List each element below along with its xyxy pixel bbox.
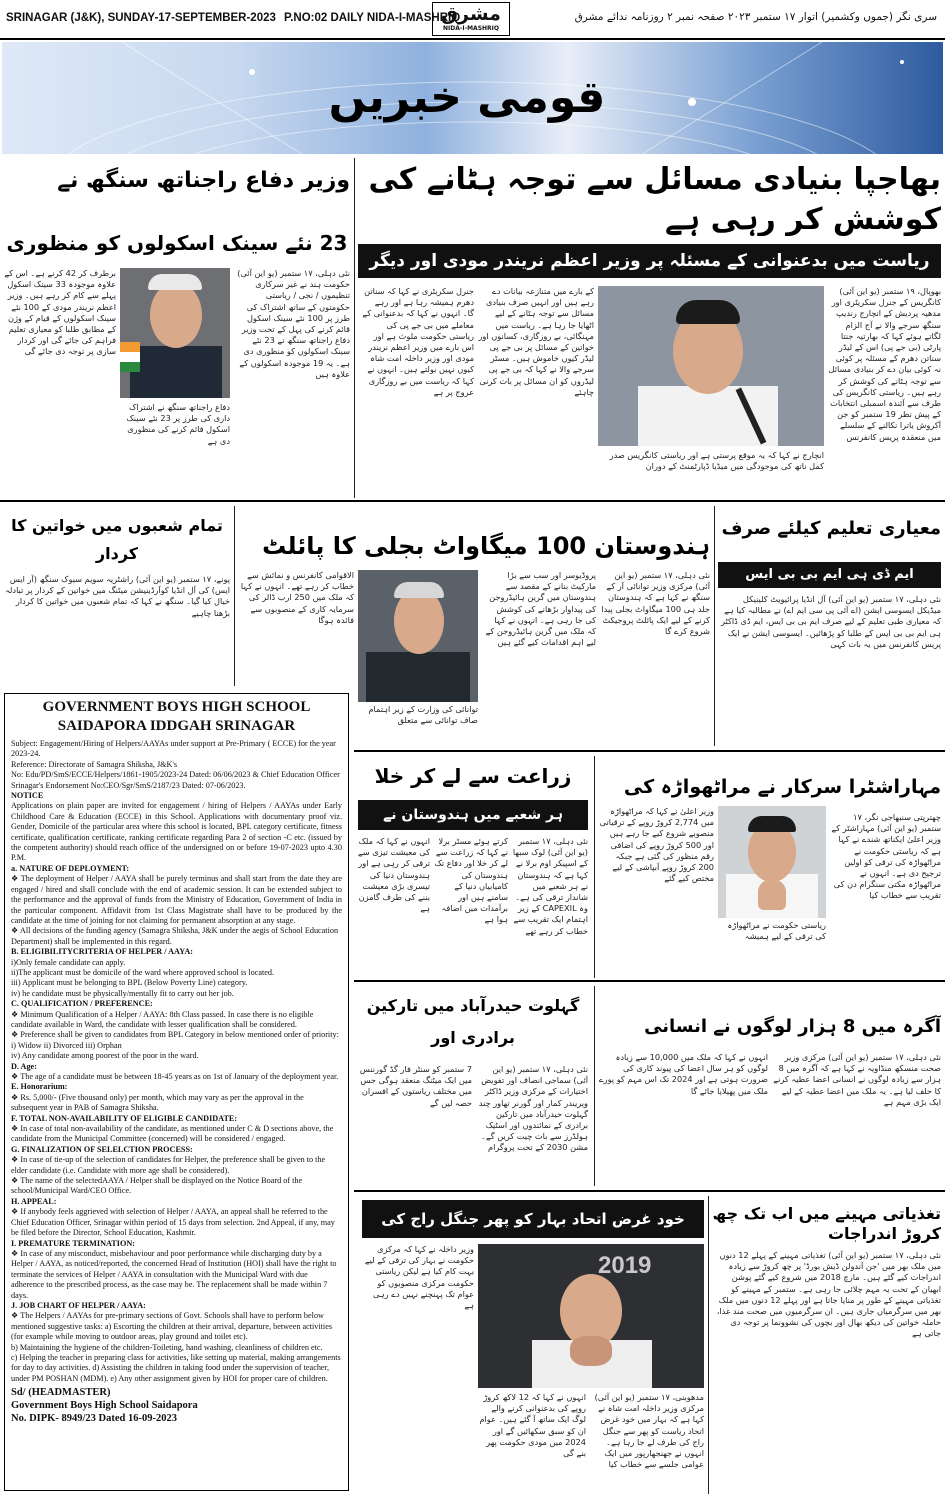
notice-reference-2: No: Edu/PD/SmS/ECCE/Helpers/1861-1905/2023-24 Dated: 06/06/2023 & Chief Education Officer Srinagar's Endorsement No:CEO/Sgr/SmS/2187/23 Dated: 07-06/2023.	[11, 770, 340, 790]
notice-section-j-body: ❖ The Helpers / AAYAs for pre-primary sections of Govt. Schools shall have to perform below mentioned suggestive tasks: a) Escorting the children at their arrival, departure, between activities (for example while moving to outdoor areas, play ground and toilet etc). b) Maintaining the hygiene of the children-Toileting, hand washing, cleanliness of children etc. c) Helping the teacher in preparing class for activities, like setting up material, making arrangements for day to day activities. d) Assisting the children in taking food under the supervision of teacher, under PM POSHAN (MDM). e) Any other assignment given by HOI for proper care of children.	[11, 1311, 341, 1383]
notice-section-b-body: i)Only female candidate can apply. ii)The applicant must be domicile of the ward where approved school is located. iii) Applicant must be belonging to BPL (Below Poverty Line) category. iv) he candidate must be physically/mentally fit to carry out her job.	[11, 957, 275, 998]
notice-section-g-heading: G. FINALIZATION OF SELELCTION PROCESS:	[11, 1144, 193, 1154]
notice-section-g-body: ❖ In case of tie-up of the selection of candidates for Helper, the preference shall be given to the elder candidate (i.e. Candidate with more age shall be considered). ❖ The name of the selectedAAYA / Helper shall be displayed on the Notice Board of the school/Municipal Ward/CEO Office.	[11, 1155, 326, 1196]
headline-nutrition: تغذیاتی مہینے میں اب تک چھ کروڑ اندراجات	[712, 1204, 941, 1243]
surjewala-col-2: انچارج نے کہا کہ یہ موقع پرستی ہے اور ریاستی کانگریس صدر کمل ناتھ کی موجودگی میں میڈیا ڈپارٹمنٹ کے دوران	[609, 450, 824, 472]
subheadline-aipcma: ایم ڈی ہی ایم بی بی ایس	[718, 562, 941, 588]
headline-rss	[4, 512, 230, 570]
birla-col-3: انہوں نے کہا کہ ملک کی معیشت تیزی سے ترقی کر رہی ہے اور ہندوستان دنیا کی تیسری بڑی معیشت بننے کی طرف گامزن ہے	[358, 836, 430, 914]
notice-section-e-body: ❖ Rs. 5,000/- (Five thousand only) per month, which may vary as per the approval in the subsequent year in PAB of Samagra Shiksha.	[11, 1092, 304, 1113]
shah-col-1: مدھوبنی، ۱۷ ستمبر (یو این آئی) مرکزی وزیر داخلہ امت شاہ نے کہا ہے کہ بہار میں خود غرض اتحاد ریاست کو پھر سے جنگل راج کی طرف لے جا رہا ہے۔ انہوں نے جھنجھارپور میں ایک عوامی جلسے سے خطاب کیا	[594, 1392, 704, 1470]
hyderabad-col-1: نئی دہلی، ۱۷ ستمبر (یو این آئی) سماجی انصاف اور تفویض اختیارات کے مرکزی وزیر ڈاکٹر ویریندر کمار اور گورنر تھاور چند گہلوت حیدرآباد میں تارکین برادری کے نمائندوں اور اسٹیک ہولڈرز سے بات چیت کریں گے۔ مشن 2030 کے تحت پروگرام	[478, 1064, 588, 1153]
subheadline-birla: ہر شعبے میں ہندوستان نے	[358, 800, 588, 830]
maharashtra-photo-caption: ریاستی حکومت نے مراٹھواڑہ کی ترقی کے لیے ہمیشہ	[727, 920, 826, 942]
notice-section-h-body: ❖ If anybody feels aggrieved with selection of Helper / AAYA, an appeal shall be referred to the Chief Education Officer, Srinagar within period of 15 days from selection. 2nd Appeal, if any, may be filed before the Director, School Education, Kashmir.	[11, 1207, 335, 1238]
headline-power-project: ہندوستان 100 میگاواٹ بجلی کا پائلٹ	[262, 532, 710, 560]
headline-birla: زراعت سے لے کر خلا	[374, 764, 572, 788]
logo-text: مشرق	[441, 3, 501, 25]
notice-section-c-body: ❖ Minimum Qualification of a Helper / AAYA: 8th Class passed. In case there is no eligible candidate available in Ward, the candidate with lesser qualification shall be considered. ❖ Preference shall be given to candidates from BPL Category in below mentioned order of priority: i) Widow ii) Divorced iii) Orphan iv) Any candidate among poorest of the poor in the ward.	[11, 1009, 339, 1061]
surjewala-col-1: بھوپال، ۱۹ ستمبر (یو این آئی) کانگریس کے جنرل سکریٹری اور مدھیہ پردیش کے انچارج رندیپ سنگھ سرجے والا نے آج الزام لگاتے ہوئے کہا کہ بھارتیہ جنتا پارٹی (بی جے پی) اس کے لیڈر سناتن دھرم کے مسئلہ پر کوئی نہ کوئی بیان دے کر بنیادی مسائل سے توجہ ہٹانے کی کوشش کر رہے ہیں۔ ریاستی کانگریس کی طرف سے آئندہ اسمبلی انتخابات کے پیش نظر 19 ستمبر کو جن آکروش یاترا نکالنے کے سلسلے میں منعقدہ پریس کانفرنس	[828, 286, 941, 442]
school-notice	[4, 693, 349, 1491]
notice-signature: Sd/ (HEADMASTER)	[11, 1387, 111, 1399]
logo-subtext: NIDA-I-MASHRIQ	[442, 25, 499, 32]
headline-agra: آگرہ میں 8 ہزار لوگوں نے انسانی	[644, 1016, 941, 1037]
notice-section-a-body-2: ❖ All decisions of the funding agency (Samagra Shiksha, J&K under the aegis of School Education Department) shall be implemented in this regard.	[11, 926, 339, 946]
newspaper-logo	[432, 2, 510, 36]
rajnath-col-2: دفاع راجناتھ سنگھ نے اشتراک داری کی طرز پر 23 نئے سینک اسکول قائم کرنے کی منظوری دی ہے	[126, 402, 230, 446]
headline-hyderabad-line2	[358, 1054, 588, 1058]
headline-shah: خود غرض اتحاد بہار کو پھر جنگل راج کی	[362, 1200, 704, 1238]
notice-intro: Applications on plain paper are invited for engagement / hiring of Helpers / AAYAs under Early Childhood Care & Education (ECCE) in this School. Applications with documentary proof viz. Gender, Domicile of the particular area where this school is located, BPL category certificate, fitness certificate, qualification certificate, ranking certificate regarding Para 2 of section -C etc. (issued by the competent authority) should reach office of the undersigned on or before 19-07-2023 upto 4.30 P.M.	[11, 801, 342, 863]
rajnath-col-3: برطرف کر 42 کرنے ہے۔ اس کے علاوہ موجودہ 33 سینک اسکول پہلے سے کام کر رہے ہیں۔ وزیر اعظم نریندر مودی کے 100 نئے سینک اسکولوں کے قیام کے وژن کے مطابق طلبا کو معیاری تعلیم فراہم کی جائے گی اور کردار سازی پر توجہ دی جائے گی	[4, 268, 116, 357]
nutrition-body: نئی دہلی، ۱۷ ستمبر (یو این آئی) تغذیاتی مہینے کے پہلے 12 دنوں میں ملک بھر میں 'جن آندولن ڈیش بورڈ' پر چھ کروڑ سے زیادہ اندراجات کیے گئے ہیں۔ مارچ 2018 میں شروع کیے گئے پوشن ابھیان کے تحت یہ مہم چلائی جا رہی ہے۔ ستمبر کے مہینے کو تغذیاتی مہینے کے طور پر منایا جاتا ہے اور پہلے 12 دنوں میں ملک بھر میں سرگرمیاں جاری ہیں۔ ان سرگرمیوں میں صحت مند غذا، حاملہ خواتین کی دیکھ بھال اور بچوں کی نشوونما پر توجہ دی جاتی ہے	[716, 1250, 941, 1339]
birla-col-1: نئی دہلی، ۱۷ ستمبر (یو این آئی) لوک سبھا کے اسپیکر اوم برلا نے کہا ہے کہ ہندوستان نے ہر شعبے میں شاندار ترقی کی ہے۔ وہ CAPEXIL کے زیر اہتمام ایک تقریب سے خطاب کر رہے تھے	[512, 836, 588, 936]
rajnath-col-1: نئی دہلی، ۱۷ ستمبر (یو این آئی) حکومت ہند نے غیر سرکاری تنظیموں / نجی / ریاستی حکومتوں کے ساتھ اشتراک کی طرز پر 100 نئے سینک اسکول قائم کرنے کی پہل کے تحت وزیر دفاع راجناتھ سنگھ نے 23 نئے سینک اسکولوں کو منظوری دی ہے۔ یہ 19 موجودہ اسکولوں کے علاوہ ہیں	[237, 268, 350, 379]
agra-col-2: انہوں نے کہا کہ ملک میں 10,000 سے زیادہ لوگوں کو ہر سال اعضا کی پیوند کاری کی ضرورت ہوتی ہے اور 2024 تک اس مہم کو پورے ملک میں پھیلایا جائے گا	[598, 1052, 768, 1096]
notice-section-j-heading: J. JOB CHART OF HELPER / AAYA:	[11, 1300, 146, 1310]
power-photo-caption: توانائی کی وزارت کے زیر اہتمام صاف توانائی سے متعلق	[368, 704, 478, 726]
maharashtra-col-1: چھترپتی سنبھاجی نگر، ۱۷ ستمبر (یو این آئی) مہاراشٹر کے وزیر اعلیٰ ایکناتھ شندے نے کہا ہے کہ ریاستی حکومت نے مراٹھواڑہ کی ترقی کو اولین ترجیح دی ہے۔ انہوں نے مراٹھواڑہ مکتی سنگرام دن کی تقریب سے خطاب کیا	[831, 812, 941, 901]
notice-section-c-heading: C. QUALIFICATION / PREFERENCE:	[11, 999, 153, 1009]
photo-surjewala	[598, 286, 824, 446]
masthead	[0, 0, 945, 40]
subheadline-rajnath: 23 نئے سینک اسکولوں کو منظوری	[6, 231, 348, 255]
shah-col-2: انہوں نے کہا کہ 12 لاکھ کروڑ روپے کی بدعنوانی کرنے والے لوگ ایک ساتھ آ گئے ہیں۔ عوام ان کو سبق سکھائیں گے اور 2024 میں مودی حکومت پھر بنے گی	[479, 1392, 586, 1459]
photo-shinde	[718, 806, 826, 918]
photo-rk-singh	[358, 570, 478, 702]
headline-hyderabad-line1: گہلوت حیدرآباد میں تارکین برادری اور	[366, 996, 580, 1047]
subheadline-surjewala: ریاست میں بدعنوانی کے مسئلہ پر وزیر اعظم نریندر مودی اور دیگر	[358, 244, 941, 278]
headline-aipcma: معیاری تعلیم کیلئے صرف	[721, 518, 941, 539]
notice-section-d-body: ❖ The age of a candidate must be between 18-45 years as on 1st of January of the deployment year.	[11, 1072, 339, 1081]
rss-body: پونے، ۱۷ ستمبر (یو این آئی) راشٹریہ سویم سیوک سنگھ (آر ایس ایس) کی آل انڈیا کوآرڈینیشن میٹنگ میں خواتین کے کردار پر تبادلہ خیال کیا گیا۔ سنگھ نے کہا کہ تمام شعبوں میں خواتین کا کردار بڑھنا چاہیے	[5, 574, 230, 618]
notice-number: No. DIPK- 8949/23 Dated 16-09-2023	[11, 1413, 177, 1425]
headline-maharashtra: مہاراشٹرا سرکار نے مراٹھواڑہ کی	[623, 776, 941, 798]
agra-col-1: نئی دہلی، ۱۷ ستمبر (یو این آئی) مرکزی وزیر صحت منسکھ منڈاویہ نے کہا ہے کہ آگرہ میں 8 ہزار سے زیادہ لوگوں نے انسانی اعضا عطیہ کرنے کا حلف لیا ہے۔ یہ ملک میں اعضا عطیہ کے لیے ایک بڑی مہم ہے	[773, 1052, 941, 1107]
headline-rss-line2	[4, 568, 230, 570]
surjewala-col-4: جنرل سکریٹری نے کہا کہ سناتن دھرم ہمیشہ رہا ہے اور رہے گا۔ انہوں نے کہا کہ بدعنوانی کے معاملے میں بی جے پی کی ریاستی حکومت ملوث ہے اور اس بارے میں وزیر اعظم نریندر مودی اور وزیر داخلہ امت شاہ کیوں نہیں بولتے ہیں۔ انہوں نے کہا کہ ریاست میں بے روزگاری عروج پر ہے	[362, 286, 474, 397]
shah-col-3: وزیر داخلہ نے کہا کہ مرکزی حکومت نے بہار کی ترقی کے لیے بہت کام کیا ہے لیکن ریاستی حکومت مرکزی منصوبوں کو عوام تک پہنچنے نہیں دے رہی ہے	[364, 1244, 474, 1311]
notice-title-2: SAIDAPORA IDDGAH SRINAGAR	[57, 718, 296, 734]
notice-section-h-heading: H. APPEAL:	[11, 1196, 57, 1206]
photo-rajnath	[120, 268, 230, 398]
notice-subject: Subject: Engagement/Hiring of Helpers/AAYAs under support at Pre-Primary ( ECCE) for the year 2023-24.	[11, 739, 336, 759]
power-col-2: پروڈیوسر اور سب سے بڑا مارکیٹ بنانے کے مقصد سے ہندوستان میں گرین ہائیڈروجن کی پیداوار بڑھانے کی کوشش کی جا رہی ہے۔ انہوں نے کہا کہ ملک میں گرین ہائیڈروجن کے لیے اہم اقدامات کیے گئے ہیں	[485, 570, 596, 648]
notice-section-e-heading: E. Honorarium:	[11, 1082, 68, 1092]
headline-surjewala: بھاجپا بنیادی مسائل سے توجہ ہٹانے کی کوشش کر رہی ہے	[368, 162, 941, 236]
notice-section-i-heading: I. PREMATURE TERMINATION:	[11, 1238, 135, 1248]
masthead-urdu-dateline: سری نگر (جموں وکشمیر) اتوار ۱۷ ستمبر ۲۰۲۳ صفحہ نمبر ۲ روزنامہ ندائے مشرق	[574, 11, 937, 23]
birla-col-2: کرتے ہوئے مسٹر برلا نے کہا کہ زراعت سے لے کر خلا اور دفاع تک ہندوستان کی کامیابیاں دنیا کے سامنے ہیں اور برآمدات میں اضافہ ہوا ہے	[434, 836, 508, 925]
notice-section-f-heading: F. TOTAL NON-AVAILABILITY OF ELIGIBLE CANDIDATE:	[11, 1113, 238, 1123]
notice-section-a-heading: a. NATURE OF DEPLOYMENT:	[11, 863, 130, 873]
surjewala-col-3: کے بارے میں متنازعہ بیانات دے رہے ہیں اور انہیں صرف بنیادی مسائل سے توجہ ہٹانے کے لیے اٹھایا جا رہا ہے۔ ریاست میں مہنگائی، بے روزگاری، کسانوں اور خواتین کے مسائل پر بی جے پی لیڈر کیوں خاموش ہیں۔ مسٹر سرجے والا نے کہا کہ بی جے پی لیڈروں کو ان مسائل پر بات کرنی چاہئے	[478, 286, 594, 397]
headline-rajnath: وزیر دفاع راجناتھ سنگھ نے	[57, 168, 350, 193]
section-title: قومی خبریں	[328, 72, 606, 123]
power-col-1: نئی دہلی، ۱۷ ستمبر (یو این آئی) مرکزی وزیر توانائی آر کے سنگھ نے کہا ہے کہ ہندوستان جلد ہی 100 میگاواٹ بجلی پیدا کرنے کے لیے ایک پائلٹ پروجیکٹ شروع کرے گا	[601, 570, 710, 637]
notice-section-f-body: ❖ In case of total non-availability of the candidate, as mentioned under C & D sections above, the candidate from the Municipal Committee (concerned) will be considered / engaged.	[11, 1124, 334, 1144]
notice-section-b-heading: B. ELIGIBILITYCRITERIA OF HELPER / AAYA:	[11, 947, 193, 957]
photo-backdrop-text: 2019	[598, 1252, 652, 1279]
notice-section-i-body: ❖ In case of any misconduct, misbehaviour and poor performance while discharging duty by a Helper / AAYA, as noticed/reported, the concerned Head of Institution (HOI) shall have the right to terminate the services of Helper / AAYA in consultation with the Municipal Ward with due adherence to the prescribed process, as the case may be. The replacement shall be made within 7 days.	[11, 1248, 337, 1300]
notice-school-name: Government Boys High School Saidapora	[11, 1400, 198, 1412]
power-col-3: الاقوامی کانفرنس و نمائش سے خطاب کر رہے تھے۔ انہوں نے کہا کہ ملک میں 250 ارب ڈالر کی سرمایہ کاری کے منصوبوں سے فائدہ ہوگا	[240, 570, 354, 625]
headline-hyderabad	[358, 990, 588, 1058]
maharashtra-col-2: وزیر اعلیٰ نے کہا کہ مراٹھواڑہ میں 2,774 کروڑ روپے کے ترقیاتی منصوبے شروع کیے جا رہے ہیں اور 500 کروڑ روپے کی اضافی رقم منظور کی گئی ہے جبکہ 200 کروڑ روپے آبپاشی کے لیے مختص کیے گئے	[599, 806, 714, 884]
notice-section-a-body: ❖ The deployment of Helper / AAYA shall be purely terminus and shall start from the date they are engaged / hired and shall conclude with the end of academic session. It can be extended subject to the performance and the approval of funds from the Ministry of Education, Government of India in the particular component. Affidavit from 1st Class Magistrate shall have to be produced by the candidate at the time of joining for not claiming for permanent absorption at any stage.	[11, 874, 342, 925]
notice-reference: Reference: Directorate of Samagra Shiksha, J&K's	[11, 759, 178, 769]
section-banner	[2, 42, 943, 154]
masthead-page-number: P.NO:02 DAILY NIDA-I-MASHRIQ	[284, 12, 461, 24]
hyderabad-col-2: 7 ستمبر کو سنٹر فار گڈ گورننس میں ایک میٹنگ منعقد ہوگی جس میں مختلف ریاستوں کے افسران حصہ لیں گے	[359, 1064, 472, 1108]
aipcma-body: نئی دہلی، ۱۷ ستمبر (یو این آئی) آل انڈیا پرائیویٹ کلینیکل میڈیکل ایسوسی ایشن (اے آئی پی سی ایم اے) نے مطالبہ کیا ہے کہ معیاری طبی تعلیم کے لیے صرف ایم بی بی ایس، ایم ڈی ڈاکٹر ہی ایم بی بی ایس کے طلبا کو پڑھائیں۔ ایسوسی ایشن نے ایک پریس کانفرنس میں یہ بات کہی	[721, 594, 941, 649]
photo-amit-shah	[478, 1244, 704, 1388]
notice-section-d-heading: D. Age:	[11, 1061, 37, 1071]
notice-heading: NOTICE	[11, 791, 44, 801]
masthead-dateline: SRINAGAR (J&K), SUNDAY-17-SEPTEMBER-2023	[6, 12, 276, 24]
headline-rss-line1: تمام شعبوں میں خواتین کا کردار	[11, 516, 223, 563]
notice-title-1: GOVERNMENT BOYS HIGH SCHOOL	[42, 699, 311, 715]
